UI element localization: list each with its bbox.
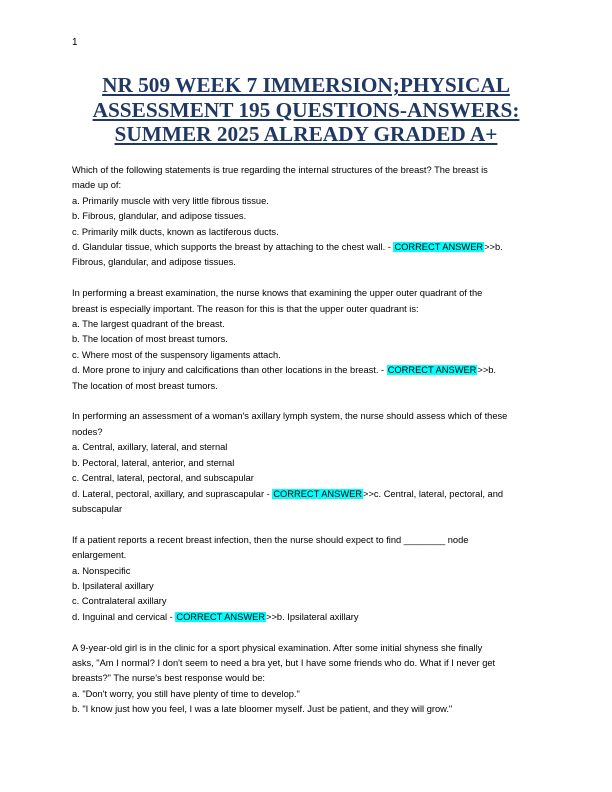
- question-stem: A 9-year-old girl is in the clinic for a sport physical examination. After some initial shyness she finally: [72, 642, 483, 653]
- answer-option-d: [72, 610, 542, 625]
- question-stem: nodes?: [72, 426, 103, 437]
- correct-answer-text: >>b.: [477, 365, 497, 376]
- correct-answer-text: >>c. Central, lateral, pectoral, and: [363, 488, 504, 499]
- answer-option-a: a. Primarily muscle with very little fibrous tissue.: [72, 195, 269, 206]
- answer-option-c: c. Primarily milk ducts, known as lactiferous ducts.: [72, 226, 279, 237]
- question-stem: In performing a breast examination, the nurse knows that examining the upper outer quadrant of the: [72, 288, 483, 299]
- option-d-text: d. Inguinal and cervical -: [72, 611, 176, 622]
- answer-option-a: a. The largest quadrant of the breast.: [72, 319, 225, 330]
- title-line-2: ASSESSMENT 195 QUESTIONS-ANSWERS:: [92, 97, 520, 122]
- answer-option-b: b. Ipsilateral axillary: [72, 580, 154, 591]
- correct-answer-highlight: CORRECT ANSWER: [387, 365, 477, 376]
- answer-option-b: b. Pectoral, lateral, anterior, and sternal: [72, 457, 235, 468]
- question-stem: Which of the following statements is true regarding the internal structures of the breast? The breast is: [72, 165, 488, 175]
- answer-option-c: c. Central, lateral, pectoral, and subscapular: [72, 473, 254, 484]
- question-stem: If a patient reports a recent breast infection, then the nurse should expect to find ________ node: [72, 534, 469, 545]
- answer-option-a: a. "Don't worry, you still have plenty of time to develop.": [72, 688, 300, 699]
- answer-option-a: a. Nonspecific: [72, 565, 131, 576]
- question-stem: made up of:: [72, 180, 122, 191]
- answer-option-a: a. Central, axillary, lateral, and sternal: [72, 442, 228, 453]
- answer-option-d: [72, 487, 542, 502]
- answer-option-d: [72, 240, 542, 255]
- document-title: [72, 73, 540, 147]
- answer-option-c: c. Contralateral axillary: [72, 596, 167, 607]
- questions-list: [72, 163, 542, 733]
- answer-option-c: c. Where most of the suspensory ligaments attach.: [72, 349, 281, 360]
- question-stem: asks, "Am I normal? I don't seem to need a bra yet, but I have some friends who do. What if I never get: [72, 657, 496, 668]
- correct-answer-text: >>b.: [484, 242, 503, 253]
- answer-option-d: [72, 363, 542, 378]
- answer-option-b: b. Fibrous, glandular, and adipose tissues.: [72, 211, 247, 222]
- page-number: 1: [72, 37, 78, 48]
- correct-answer-continuation: subscapular: [72, 503, 123, 514]
- question-5: [72, 641, 542, 718]
- answer-option-b: b. "I know just how you feel, I was a late bloomer myself. Just be patient, and they will grow.": [72, 704, 453, 715]
- correct-answer-continuation: Fibrous, glandular, and adipose tissues.: [72, 257, 236, 268]
- correct-answer-highlight: CORRECT ANSWER: [273, 488, 363, 499]
- answer-option-b: b. The location of most breast tumors.: [72, 334, 228, 345]
- question-4: [72, 533, 542, 625]
- question-1: [72, 163, 542, 271]
- question-stem: breasts?" The nurse's best response would be:: [72, 673, 266, 684]
- title-line-1: NR 509 WEEK 7 IMMERSION;PHYSICAL: [102, 73, 510, 97]
- question-stem: In performing an assessment of a woman's axillary lymph system, the nurse should assess which of these: [72, 411, 508, 422]
- correct-answer-continuation: The location of most breast tumors.: [72, 380, 218, 391]
- title-line-3: SUMMER 2025 ALREADY GRADED A+: [114, 122, 498, 146]
- option-d-text: d. More prone to injury and calcifications than other locations in the breast. -: [72, 365, 387, 376]
- question-stem: enlargement.: [72, 550, 127, 561]
- question-2: [72, 286, 542, 394]
- question-3: [72, 409, 542, 517]
- correct-answer-text: >>b. Ipsilateral axillary: [266, 611, 359, 622]
- option-d-text: d. Lateral, pectoral, axillary, and suprascapular -: [72, 488, 273, 499]
- question-stem: breast is especially important. The reason for this is that the upper outer quadrant is:: [72, 303, 419, 314]
- correct-answer-highlight: CORRECT ANSWER: [394, 242, 484, 253]
- option-d-text: d. Glandular tissue, which supports the breast by attaching to the chest wall. -: [72, 242, 394, 253]
- correct-answer-highlight: CORRECT ANSWER: [176, 611, 266, 622]
